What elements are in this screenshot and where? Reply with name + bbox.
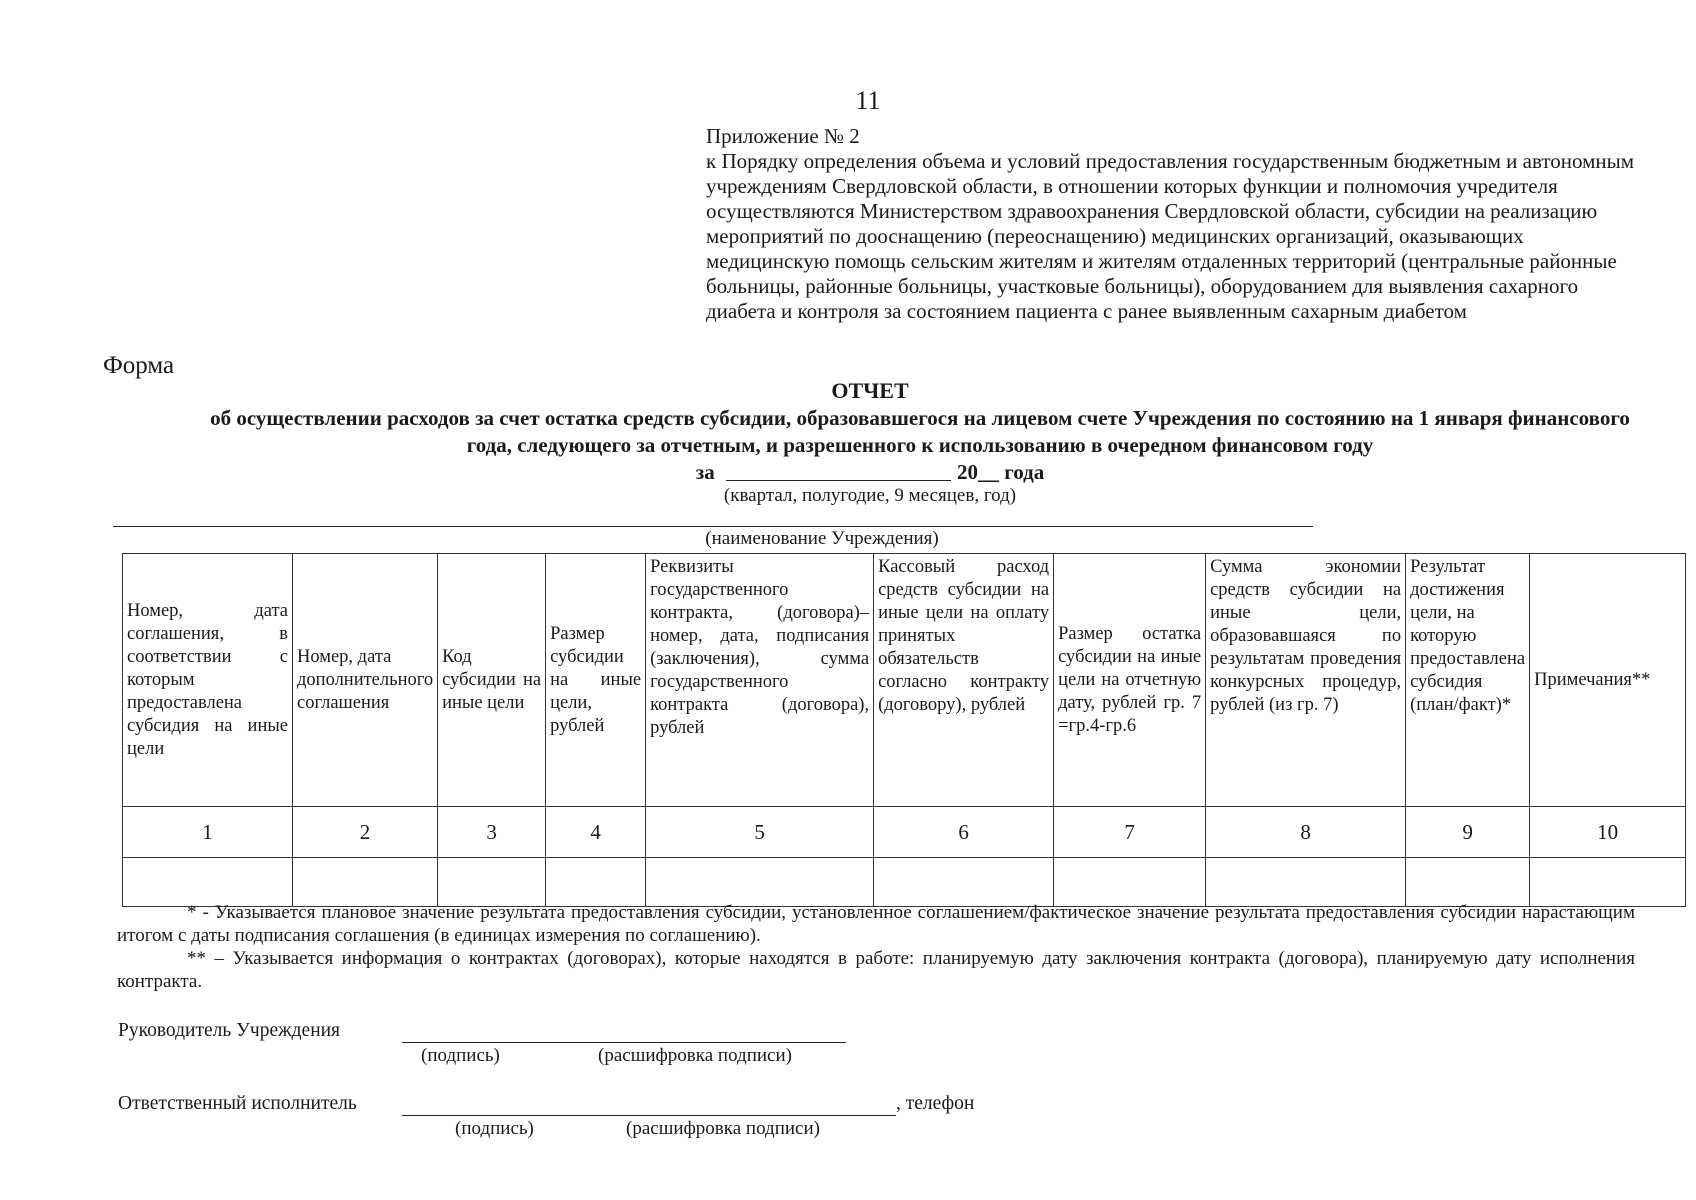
period-prefix: за: [695, 460, 715, 484]
appendix-text: к Порядку определения объема и условий предоставления государственным бюджетным и автономным учреждениям Свердловской области, в отношении которых функции и полномочия учредителя осуществляются Министерством здравоохранения Свердловской области, субсидии на реализацию мероприятий по дооснащению (переоснащению) медицинских организаций, оказывающих медицинскую помощь сельским жителям и жителям отдаленных территорий (центральные районные больницы, районные больницы, участковые больницы), оборудованием для выявления сахарного диабета и контроля за состоянием пациента с ранее выявленным сахарным диабетом: [706, 149, 1635, 323]
organization-hint: (наименование Учреждения): [705, 528, 939, 549]
footnote-2-text: ** – Указывается информация о контрактах (договорах), которые находятся в работе: планируемую дату заключения контракта (договора), планируемую дату исполнения контракта.: [117, 948, 1635, 992]
table-empty-row: [123, 858, 1686, 907]
table-header-cell: Номер, дата дополнительного соглашения: [293, 554, 438, 807]
executor-signature-hint: (подпись): [455, 1118, 534, 1139]
executor-signature-label: Ответственный исполнитель: [118, 1093, 357, 1114]
table-header-cell: Реквизиты государственного контракта, (договора)– номер, дата, подписания (заключения), сумма государственного контракта (договора), рублей: [646, 554, 874, 807]
phone-label: , телефон: [896, 1093, 975, 1114]
head-decoding-hint: (расшифровка подписи): [598, 1045, 792, 1066]
table-header-row: [123, 554, 1686, 807]
table-cell: [1054, 858, 1206, 907]
column-number: 8: [1206, 807, 1406, 858]
executor-decoding-hint: (расшифровка подписи): [626, 1118, 820, 1139]
table-cell: [546, 858, 646, 907]
head-signature-hint: (подпись): [421, 1045, 500, 1066]
footnote-1: [117, 901, 1635, 947]
column-number: 9: [1406, 807, 1530, 858]
column-number: 6: [874, 807, 1054, 858]
report-subtitle: об осуществлении расходов за счет остатка средств субсидии, образовавшегося на лицевом счете Учреждения по состоянию на 1 января финансового года, следующего за отчетным, и разрешенного к использованию в очередном финансовом году: [210, 406, 1630, 457]
table-header-cell: Сумма экономии средств субсидии на иные цели, образовавшаяся по результатам проведения конкурсных процедур, рублей (из гр. 7): [1206, 554, 1406, 807]
period-year: 20__ года: [956, 460, 1045, 484]
table-cell: [1530, 858, 1686, 907]
column-number: 10: [1530, 807, 1686, 858]
table-cell: [1206, 858, 1406, 907]
executor-signature-line: [402, 1115, 896, 1116]
report-title: ОТЧЕТ: [831, 378, 909, 403]
period-hint: (квартал, полугодие, 9 месяцев, год): [723, 485, 1017, 506]
column-number: 3: [438, 807, 546, 858]
organization-name-line: [113, 526, 1313, 527]
table-cell: [123, 858, 293, 907]
column-number: 2: [293, 807, 438, 858]
page-number: 11: [855, 86, 881, 115]
table-cell: [646, 858, 874, 907]
footnote-2: [117, 947, 1635, 993]
column-number: 7: [1054, 807, 1206, 858]
table-cell: [874, 858, 1054, 907]
report-table: [122, 553, 1686, 907]
appendix-title: Приложение № 2: [706, 124, 860, 148]
form-label: Форма: [103, 352, 175, 379]
table-number-row: [123, 807, 1686, 858]
appendix-block: [706, 124, 1641, 324]
head-signature-label: Руководитель Учреждения: [118, 1020, 341, 1041]
column-number: 4: [546, 807, 646, 858]
column-number: 5: [646, 807, 874, 858]
table-header-cell: Кассовый расход средств субсидии на иные цели на оплату принятых обязательств согласно контракту (договору), рублей: [874, 554, 1054, 807]
table-header-cell: Размер субсидии на иные цели, рублей: [546, 554, 646, 807]
footnote-1-text: * - Указывается плановое значение результата предоставления субсидии, установленное соглашением/фактическое значение результата предоставления субсидии нарастающим итогом с даты подписания соглашения (в единицах измерения по соглашению).: [117, 902, 1635, 946]
table-header-cell: Номер, дата соглашения, в соответствии с которым предоставлена субсидия на иные цели: [123, 554, 293, 807]
table-header-cell: Примечания**: [1530, 554, 1686, 807]
period-line: [0, 460, 1696, 485]
table-cell: [1406, 858, 1530, 907]
table-header-cell: Размер остатка субсидии на иные цели на отчетную дату, рублей гр. 7 =гр.4-гр.6: [1054, 554, 1206, 807]
table-cell: [293, 858, 438, 907]
column-number: 1: [123, 807, 293, 858]
table-cell: [438, 858, 546, 907]
head-signature-line: [402, 1042, 846, 1043]
period-blank: [726, 462, 951, 481]
table-header-cell: Код субсидии на иные цели: [438, 554, 546, 807]
table-header-cell: Результат достижения цели, на которую предоставлена субсидия (план/факт)*: [1406, 554, 1530, 807]
